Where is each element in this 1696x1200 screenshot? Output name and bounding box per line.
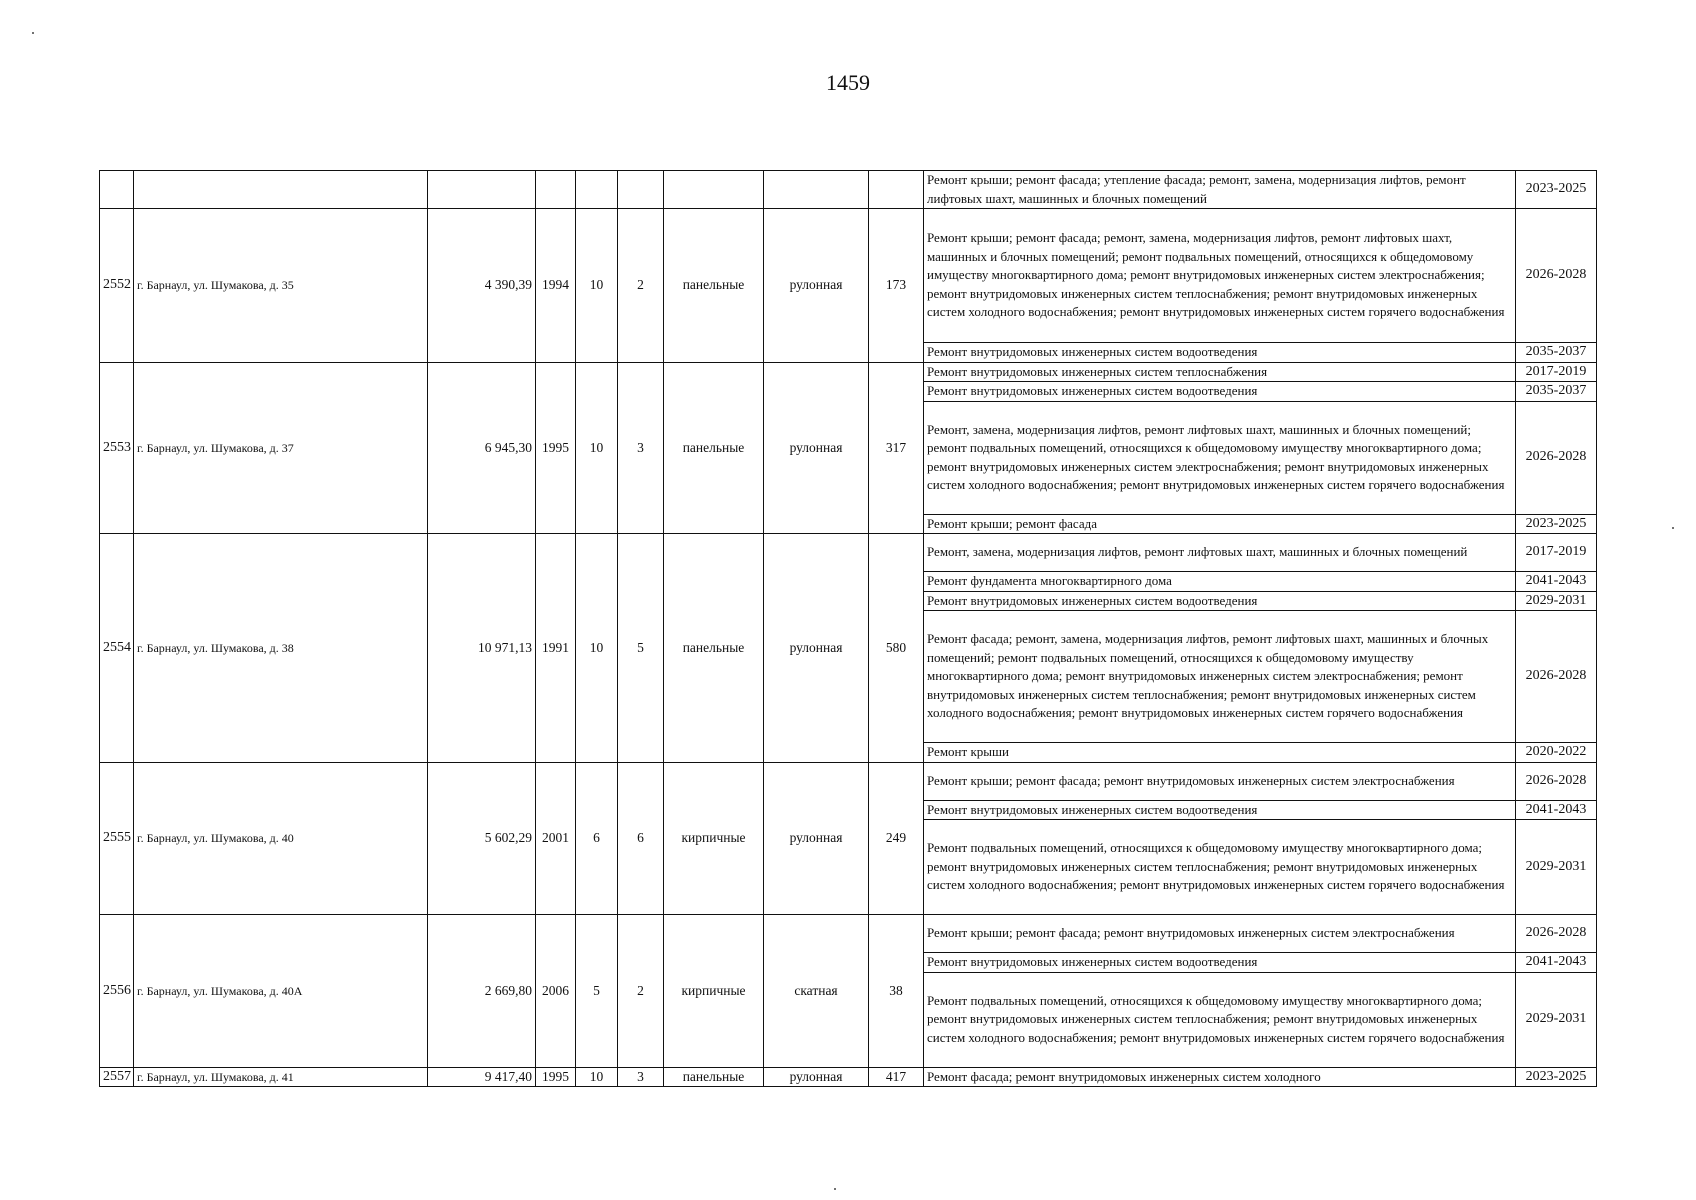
work-period: 2029-2031: [1516, 972, 1597, 1067]
work-description: Ремонт, замена, модернизация лифтов, ремонт лифтовых шахт, машинных и блочных помещений: [924, 534, 1516, 572]
table-row: [100, 362, 1597, 382]
work-description: Ремонт фасада; ремонт внутридомовых инженерных систем холодного: [924, 1067, 1516, 1087]
scan-speck: [32, 32, 34, 34]
work-description: Ремонт крыши; ремонт фасада; ремонт внутридомовых инженерных систем электроснабжения: [924, 762, 1516, 800]
table-row: [100, 762, 1597, 800]
work-description: Ремонт крыши: [924, 743, 1516, 763]
building-residents: 249: [869, 762, 924, 915]
building-walls: [664, 171, 764, 209]
building-number: 2552: [100, 209, 134, 363]
building-area: 2 669,80: [428, 915, 536, 1068]
building-roof: [764, 171, 869, 209]
building-number: 2557: [100, 1067, 134, 1087]
building-address: г. Барнаул, ул. Шумакова, д. 41: [134, 1067, 428, 1087]
table-row: [100, 534, 1597, 572]
building-floors: [576, 171, 618, 209]
building-number: 2554: [100, 534, 134, 763]
work-period: 2023-2025: [1516, 1067, 1597, 1087]
building-area: 10 971,13: [428, 534, 536, 763]
building-roof: рулонная: [764, 1067, 869, 1087]
building-floors: 10: [576, 534, 618, 763]
building-year: 1991: [536, 534, 576, 763]
building-residents: 38: [869, 915, 924, 1068]
building-entrances: 2: [618, 209, 664, 363]
table-row: [100, 171, 1597, 209]
building-walls: панельные: [664, 534, 764, 763]
building-walls: панельные: [664, 209, 764, 363]
building-address: г. Барнаул, ул. Шумакова, д. 40: [134, 762, 428, 915]
work-description: Ремонт крыши; ремонт фасада: [924, 514, 1516, 534]
work-period: 2026-2028: [1516, 611, 1597, 743]
building-residents: 173: [869, 209, 924, 363]
building-year: 1995: [536, 1067, 576, 1087]
building-walls: панельные: [664, 1067, 764, 1087]
building-number: 2556: [100, 915, 134, 1068]
work-description: Ремонт подвальных помещений, относящихся к общедомовому имуществу многоквартирного дома; ремонт внутридомовых инженерных систем теплоснабжения; ремонт внутридомовых инженерных систем холодного водоснабжения; ремонт внутридомовых инженерных систем горячего водоснабжения: [924, 820, 1516, 915]
building-roof: рулонная: [764, 762, 869, 915]
table-row: [100, 209, 1597, 343]
work-period: 2026-2028: [1516, 401, 1597, 514]
building-address: [134, 171, 428, 209]
building-number: 2553: [100, 362, 134, 534]
building-year: 1995: [536, 362, 576, 534]
building-floors: 10: [576, 1067, 618, 1087]
building-address: г. Барнаул, ул. Шумакова, д. 38: [134, 534, 428, 763]
work-period: 2029-2031: [1516, 820, 1597, 915]
work-period: 2020-2022: [1516, 743, 1597, 763]
table-row: [100, 915, 1597, 953]
building-walls: панельные: [664, 362, 764, 534]
building-year: [536, 171, 576, 209]
work-description: Ремонт подвальных помещений, относящихся к общедомовому имуществу многоквартирного дома; ремонт внутридомовых инженерных систем теплоснабжения; ремонт внутридомовых инженерных систем холодного водоснабжения; ремонт внутридомовых инженерных систем горячего водоснабжения: [924, 972, 1516, 1067]
building-residents: 580: [869, 534, 924, 763]
building-entrances: 3: [618, 362, 664, 534]
building-floors: 6: [576, 762, 618, 915]
building-area: [428, 171, 536, 209]
building-entrances: 6: [618, 762, 664, 915]
work-period: 2026-2028: [1516, 762, 1597, 800]
building-floors: 10: [576, 209, 618, 363]
building-address: г. Барнаул, ул. Шумакова, д. 35: [134, 209, 428, 363]
work-period: 2026-2028: [1516, 209, 1597, 343]
building-residents: 317: [869, 362, 924, 534]
building-residents: [869, 171, 924, 209]
building-walls: кирпичные: [664, 915, 764, 1068]
scan-speck: [1672, 527, 1674, 529]
building-area: 9 417,40: [428, 1067, 536, 1087]
building-year: 2006: [536, 915, 576, 1068]
building-area: 6 945,30: [428, 362, 536, 534]
work-period: 2023-2025: [1516, 171, 1597, 209]
building-floors: 10: [576, 362, 618, 534]
work-period: 2041-2043: [1516, 953, 1597, 973]
building-number: 2555: [100, 762, 134, 915]
work-description: Ремонт внутридомовых инженерных систем водоотведения: [924, 382, 1516, 402]
work-description: Ремонт крыши; ремонт фасада; ремонт внутридомовых инженерных систем электроснабжения: [924, 915, 1516, 953]
building-residents: 417: [869, 1067, 924, 1087]
work-description: Ремонт крыши; ремонт фасада; ремонт, замена, модернизация лифтов, ремонт лифтовых шахт, машинных и блочных помещений; ремонт подвальных помещений, относящихся к общедомовому имуществу многоквартирного дома; ремонт внутридомовых инженерных систем электроснабжения; ремонт внутридомовых инженерных систем теплоснабжения; ремонт внутридомовых инженерных систем холодного водоснабжения; ремонт внутридомовых инженерных систем горячего водоснабжения: [924, 209, 1516, 343]
building-entrances: [618, 171, 664, 209]
work-description: Ремонт, замена, модернизация лифтов, ремонт лифтовых шахт, машинных и блочных помещений; ремонт подвальных помещений, относящихся к общедомовому имуществу многоквартирного дома; ремонт внутридомовых инженерных систем электроснабжения; ремонт внутридомовых инженерных систем холодного водоснабжения; ремонт внутридомовых инженерных систем горячего водоснабжения: [924, 401, 1516, 514]
building-area: 4 390,39: [428, 209, 536, 363]
work-period: 2017-2019: [1516, 534, 1597, 572]
building-roof: скатная: [764, 915, 869, 1068]
work-period: 2035-2037: [1516, 343, 1597, 363]
building-roof: рулонная: [764, 209, 869, 363]
work-description: Ремонт внутридомовых инженерных систем водоотведения: [924, 343, 1516, 363]
building-address: г. Барнаул, ул. Шумакова, д. 40А: [134, 915, 428, 1068]
work-description: Ремонт внутридомовых инженерных систем водоотведения: [924, 591, 1516, 611]
work-description: Ремонт крыши; ремонт фасада; утепление фасада; ремонт, замена, модернизация лифтов, ремонт лифтовых шахт, машинных и блочных помещений: [924, 171, 1516, 209]
repair-schedule-table: [99, 170, 1597, 1087]
work-description: Ремонт внутридомовых инженерных систем водоотведения: [924, 953, 1516, 973]
work-period: 2041-2043: [1516, 572, 1597, 592]
work-description: Ремонт фасада; ремонт, замена, модернизация лифтов, ремонт лифтовых шахт, машинных и блочных помещений; ремонт подвальных помещений, относящихся к общедомовому имуществу многоквартирного дома; ремонт внутридомовых инженерных систем электроснабжения; ремонт внутридомовых инженерных систем теплоснабжения; ремонт внутридомовых инженерных систем холодного водоснабжения; ремонт внутридомовых инженерных систем горячего водоснабжения: [924, 611, 1516, 743]
building-year: 2001: [536, 762, 576, 915]
work-description: Ремонт внутридомовых инженерных систем водоотведения: [924, 800, 1516, 820]
building-number: [100, 171, 134, 209]
building-address: г. Барнаул, ул. Шумакова, д. 37: [134, 362, 428, 534]
scan-speck: [834, 1188, 836, 1190]
building-walls: кирпичные: [664, 762, 764, 915]
work-period: 2017-2019: [1516, 362, 1597, 382]
building-roof: рулонная: [764, 362, 869, 534]
work-period: 2035-2037: [1516, 382, 1597, 402]
work-description: Ремонт внутридомовых инженерных систем теплоснабжения: [924, 362, 1516, 382]
work-period: 2026-2028: [1516, 915, 1597, 953]
table-row: [100, 1067, 1597, 1087]
building-roof: рулонная: [764, 534, 869, 763]
building-entrances: 2: [618, 915, 664, 1068]
work-period: 2023-2025: [1516, 514, 1597, 534]
building-year: 1994: [536, 209, 576, 363]
building-entrances: 5: [618, 534, 664, 763]
building-area: 5 602,29: [428, 762, 536, 915]
building-floors: 5: [576, 915, 618, 1068]
page-number: 1459: [826, 70, 870, 95]
work-period: 2029-2031: [1516, 591, 1597, 611]
work-period: 2041-2043: [1516, 800, 1597, 820]
work-description: Ремонт фундамента многоквартирного дома: [924, 572, 1516, 592]
building-entrances: 3: [618, 1067, 664, 1087]
